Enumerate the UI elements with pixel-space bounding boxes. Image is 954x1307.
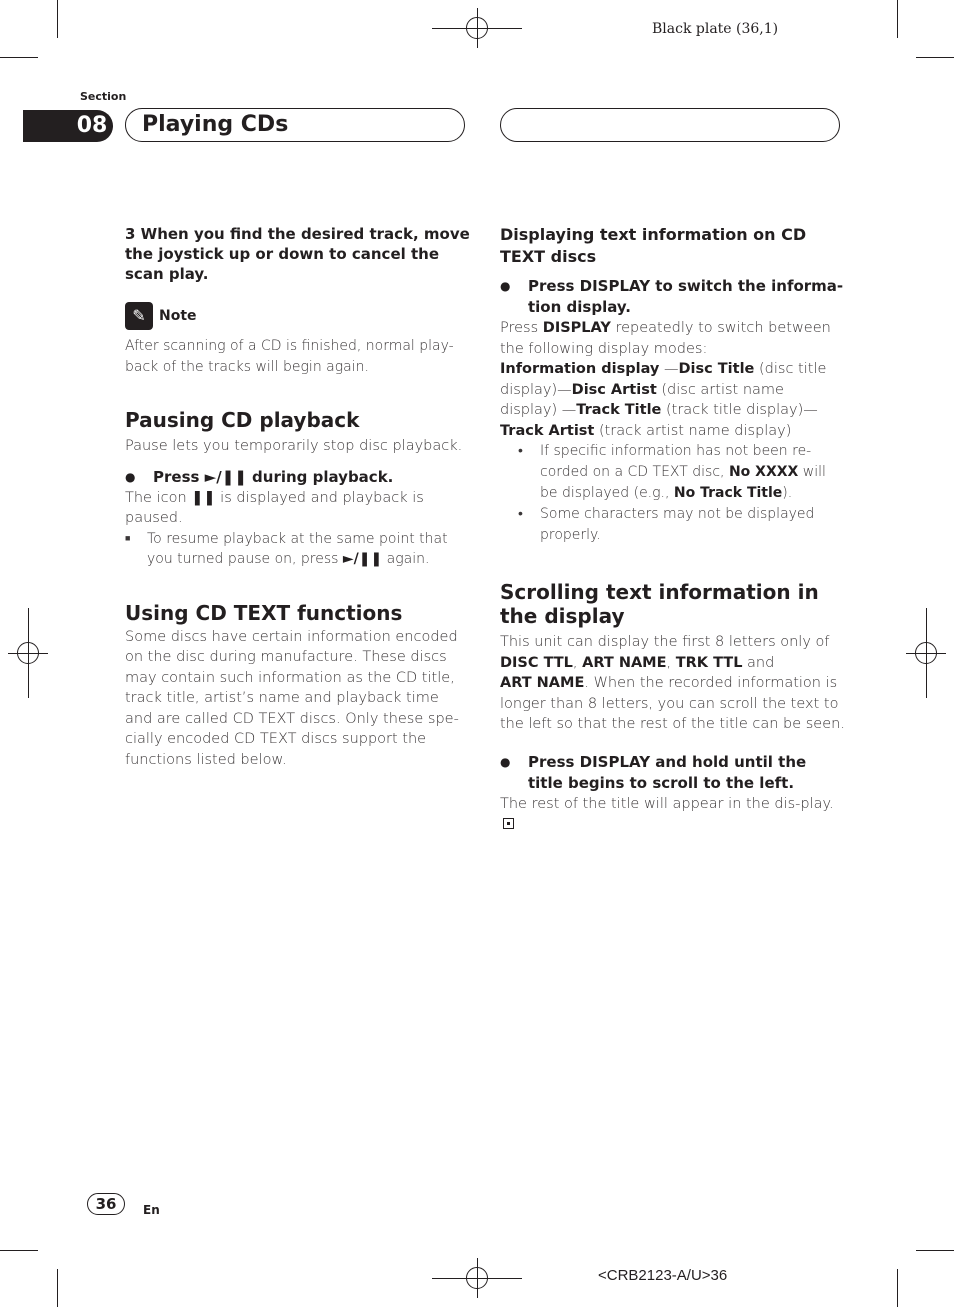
mode-separator: (track artist name display)	[594, 422, 792, 439]
mode-separator: —	[659, 361, 679, 377]
registration-target-icon	[466, 1267, 488, 1289]
mode-name: Information display	[500, 361, 660, 377]
display-value: No XXXX	[728, 464, 799, 480]
note-label: Note	[159, 307, 197, 324]
display-key: DISPLAY	[542, 320, 611, 336]
display-note-2: • Some characters may not be displayed properly.	[500, 504, 845, 546]
registration-target-icon	[17, 642, 39, 664]
display-label: ART NAME	[500, 675, 585, 691]
registration-target-icon	[915, 642, 937, 664]
body-text: . When the recorded information is longer than 8 letters, you can scroll the text to the left so that the rest of the title can be seen.	[500, 675, 845, 732]
pausing-intro: Pause lets you temporarily stop disc playback.	[125, 438, 463, 454]
body-text: The rest of the title will appear in the dis-play.	[500, 795, 834, 812]
pausing-bullet	[125, 467, 470, 488]
crop-mark	[897, 0, 898, 38]
page-number: 36	[87, 1193, 125, 1215]
pause-icon: ❚❚	[191, 489, 216, 506]
mode-separator: (track title display)—	[661, 402, 818, 418]
footer-code: <CRB2123-A/U>36	[598, 1267, 728, 1284]
display-label: ART NAME	[582, 654, 667, 671]
mode-separator: (disc artist name display) —	[500, 381, 784, 418]
crop-mark	[0, 57, 38, 58]
cdtext-heading: Using CD TEXT functions	[125, 600, 403, 625]
mode-name: Track Title	[576, 402, 662, 418]
step-3: 3 When you find the desired track, move the joystick up or down to cancel the scan play.	[125, 225, 470, 283]
display-label: DISC TTL	[500, 654, 573, 671]
end-mark-icon	[503, 818, 514, 829]
scroll-heading: Scrolling text information in the display	[500, 580, 819, 628]
body-text: Press	[500, 320, 543, 336]
mode-name: Disc Title	[678, 361, 755, 377]
display-value: No Track Title	[673, 485, 783, 501]
body-text: This unit can display the first 8 letters only of	[500, 634, 830, 650]
crop-mark	[0, 1250, 38, 1251]
mode-name: Disc Artist	[571, 381, 657, 398]
note-text: After scanning of a CD is finished, normal play-back of the tracks will begin again.	[125, 338, 454, 375]
display-label: TRK TTL	[675, 654, 743, 671]
mode-name: Track Artist	[500, 422, 595, 439]
play-pause-icon: ►/❚❚	[342, 551, 383, 567]
crop-mark	[897, 1269, 898, 1307]
display-note-1	[500, 441, 845, 504]
pausing-body	[125, 488, 470, 529]
mode-separator: (disc title display)—	[500, 361, 827, 398]
section-label: Section	[80, 90, 127, 103]
crop-mark	[916, 1250, 954, 1251]
section-title: Playing CDs	[142, 112, 289, 137]
page-language: En	[143, 1203, 160, 1217]
pausing-tip	[125, 529, 470, 570]
display-heading: Displaying text information on CD TEXT discs	[500, 225, 807, 266]
crop-mark	[916, 57, 954, 58]
note-header	[125, 302, 470, 330]
cdtext-body: Some discs have certain information encoded on the disc during manufacture. These discs may contain such information as the CD title, track title, artist’s name and playback time and are called CD TEXT discs. Only these spe-cially encoded CD TEXT discs support the functions listed below.	[125, 628, 459, 768]
body-text: ,	[666, 654, 676, 671]
body-text: repeatedly to switch between the following display modes:	[500, 320, 831, 357]
scroll-body	[500, 632, 845, 735]
scroll-bullet: ● Press DISPLAY and hold until the title begins to scroll to the left.	[500, 752, 845, 794]
body-text: The icon	[125, 489, 192, 506]
bullet-text: Press	[153, 467, 205, 486]
note-pencil-icon: ✎	[125, 302, 153, 330]
tip-text: again.	[382, 551, 430, 567]
right-column	[500, 224, 845, 835]
registration-target-icon	[466, 17, 488, 39]
bullet-text: during playback.	[246, 467, 394, 486]
section-number: 08	[76, 113, 108, 138]
play-pause-icon: ►/❚❚	[204, 467, 247, 486]
header-frame-right	[500, 108, 840, 142]
display-p1	[500, 318, 845, 359]
plate-label: Black plate (36,1)	[652, 21, 779, 37]
crop-mark	[57, 1269, 58, 1307]
crop-mark	[57, 0, 58, 38]
scroll-result	[500, 794, 845, 835]
left-column	[125, 224, 470, 770]
pausing-heading: Pausing CD playback	[125, 408, 360, 432]
body-text: is displayed and playback is paused.	[125, 489, 424, 526]
note-text: will be displayed (e.g.,	[540, 464, 826, 501]
note-text: If specific information has not been re-corded on a CD TEXT disc,	[540, 443, 812, 480]
display-modes	[500, 359, 845, 441]
body-text: ,	[572, 654, 583, 671]
display-bullet: ● Press DISPLAY to switch the informa-tion display.	[500, 276, 845, 318]
body-text: and	[742, 654, 775, 671]
tip-text: To resume playback at the same point that you turned pause on, press	[147, 530, 448, 567]
note-text: ).	[782, 485, 793, 501]
